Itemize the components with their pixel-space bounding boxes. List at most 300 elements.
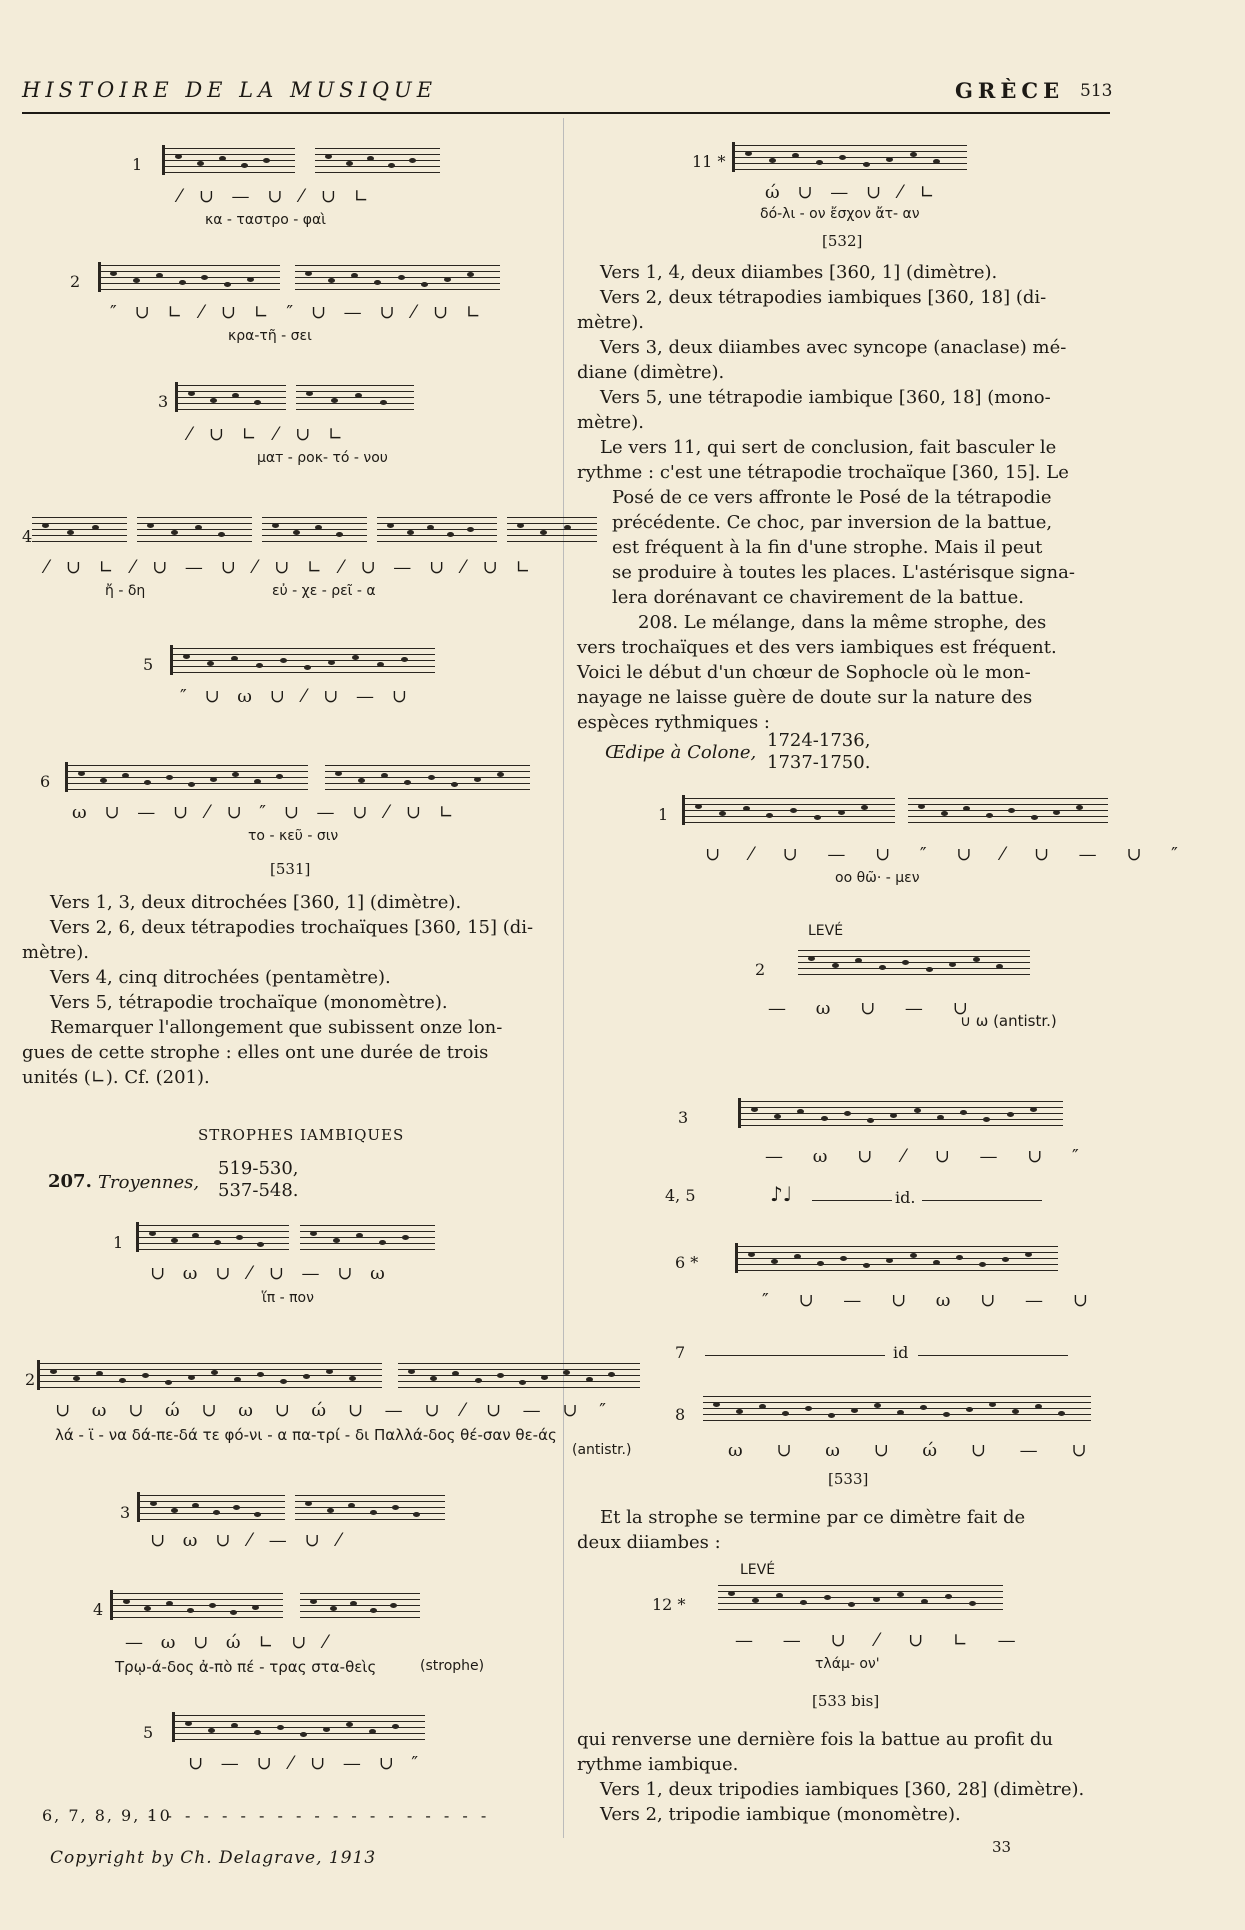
note-head [210,398,217,403]
note-head [380,400,387,405]
text-line: Vers 2, deux tétrapodies iambiques [360, 18] (di- [600,287,1047,308]
note-head [921,1599,928,1604]
greek-syllables: το - κεῦ - σιν [248,828,339,844]
text-line: unités (∟). Cf. (201). [22,1067,210,1088]
note-head [119,1378,126,1383]
text-line: vers trochaïques et des vers iambiques est fréquent. [577,637,1057,658]
line-number: 8 [675,1405,686,1424]
note-head [231,1723,238,1728]
note-head [276,774,283,779]
note-head [517,523,524,528]
note-head [713,1402,720,1407]
note-head [1002,1257,1009,1262]
note-head [208,1728,215,1733]
id-mark: id [893,1343,909,1362]
note-head [969,1601,976,1606]
note-head [110,271,117,276]
line-number: 4, 5 [665,1186,696,1205]
text-line: deux diiambes : [577,1532,721,1553]
note-head [1025,1252,1032,1257]
text-line: Voici le début d'un chœur de Sophocle où le mon- [577,662,1031,683]
music-staff [32,517,127,543]
note-head [195,525,202,530]
note-head [407,530,414,535]
example-label: [533 bis] [812,1692,880,1710]
text-line: lera dorénavant ce chavirement de la battue. [612,587,1024,608]
text-line: Vers 1, deux tripodies iambiques [360, 28] (dimètre). [600,1779,1085,1800]
line-number: 4 [22,527,33,546]
text-line: Posé de ce vers affronte le Posé de la tétrapodie [612,487,1052,508]
note-head [185,1721,192,1726]
note-head [92,525,99,530]
note-head [920,1405,927,1410]
note-head [808,956,815,961]
note-head [305,271,312,276]
note-head [945,1594,952,1599]
note-head [832,963,839,968]
leve-tag: LEVÉ [808,923,844,939]
note-head [349,1376,356,1381]
note-head [467,272,474,277]
note-head [695,804,702,809]
example-label: [533] [828,1470,869,1488]
note-head [183,654,190,659]
text-line: gues de cette strophe : elles ont une durée de trois [22,1042,489,1063]
note-head [387,523,394,528]
note-head [973,957,980,962]
meter-line: — ω ∪ — ∪ [768,998,980,1019]
line-range: 519-530, [218,1158,299,1179]
note-head [370,1510,377,1515]
meter-line: ⁄ ∪ ∟ ⁄ ∪ — ∪ ⁄ ∪ ∟ ⁄ ∪ — ∪ ⁄ ∪ ∟ [45,557,537,578]
note-head [989,1402,996,1407]
text-line: Vers 2, 6, deux tétrapodies trochaïques [360, 15] (di- [50,917,534,938]
note-head [910,1253,917,1258]
id-mark: id. [895,1188,916,1207]
note-head [326,1369,333,1374]
text-line: Vers 3, deux diiambes avec syncope (anaclase) mé- [600,337,1067,358]
note-head [336,532,343,537]
paragraph-number: 207. [48,1171,92,1192]
note-head [280,658,287,663]
text-line: Vers 5, une tétrapodie iambique [360, 18] (mono- [600,387,1051,408]
note-head [814,815,821,820]
text-line: diane (dimètre). [577,362,725,383]
note-head [211,1370,218,1375]
note-head [192,1503,199,1508]
note-head [392,1724,399,1729]
note-head [232,772,239,777]
note-head [805,1406,812,1411]
note-head [519,1380,526,1385]
line-number: 1 [113,1233,124,1252]
note-head [388,163,395,168]
meter-line: ∪ ⁄ ∪ — ∪ ″ ∪ ⁄ ∪ — ∪ ″ [705,844,1190,865]
lines-id-note: 6, 7, 8, 9, 10 [42,1806,172,1825]
meter-line: ⁄ ∪ ∟ ⁄ ∪ ∟ [188,424,349,445]
line-number: 5 [143,655,154,674]
greek-syllables: οο θῶ· - μεν [835,870,920,886]
note-head [745,151,752,156]
note-head [305,1501,312,1506]
note-head [402,1235,409,1240]
note-head [873,1597,880,1602]
note-head [254,779,261,784]
text-line: Vers 1, 3, deux ditrochées [360, 1] (dimètre). [50,892,462,913]
note-head [1008,808,1015,813]
note-head [1058,1411,1065,1416]
note-head [986,813,993,818]
note-head [144,780,151,785]
note-head [213,1510,220,1515]
line-range: 1724-1736, [767,730,871,751]
note-head [748,1252,755,1257]
note-head [874,1403,881,1408]
music-staff [296,385,414,411]
note-head [147,523,154,528]
music-staff [165,148,295,174]
note-head [209,1603,216,1608]
meter-line: ω ∪ ω ∪ ώ ∪ — ∪ [728,1440,1101,1461]
note-head [851,1408,858,1413]
note-head [166,1601,173,1606]
note-head [236,1235,243,1240]
note-head [1030,1107,1037,1112]
note-head [175,154,182,159]
note-head [828,1413,835,1418]
line-number: 11 * [692,152,726,171]
greek-syllables: Τρῳ-ά-δος ἀ-πὸ πέ - τρας στα-θεὶς [115,1658,377,1676]
note-head [897,1592,904,1597]
greek-syllables: κα - ταστρο - φαὶ [205,212,326,228]
note-head [346,161,353,166]
text-line: Vers 4, cinq ditrochées (pentamètre). [50,967,391,988]
note-head [966,1407,973,1412]
note-head [475,1378,482,1383]
signature-number: 33 [992,1838,1012,1856]
greek-syllables: κρα-τῆ - σει [228,328,312,344]
leve-tag: LEVÉ [740,1562,776,1578]
note-head [1007,1112,1014,1117]
music-staff [300,1225,435,1251]
note-head [914,1108,921,1113]
meter-line: — ω ∪ ώ ∟ ∪ ⁄ [125,1632,333,1653]
greek-syllables: λά - ϊ - να δά-πε-δά τε φό-νι - α πα-τρί - δι Παλλά-δος θέ-σαν θε-άς [55,1426,557,1444]
note-head [821,1116,828,1121]
note-head [331,398,338,403]
note-head [254,1730,261,1735]
note-head [759,1404,766,1409]
text-line: Et la strophe se termine par ce dimètre fait de [600,1507,1026,1528]
note-head [280,1379,287,1384]
note-head [149,1231,156,1236]
note-head [398,275,405,280]
note-head [330,1606,337,1611]
note-head [179,280,186,285]
note-head [355,393,362,398]
text-line: rythme : c'est une tétrapodie trochaïque [360, 15]. Le [577,462,1069,483]
dash-line: - - - - - - - - - - - - - - - - - - - [148,1806,491,1825]
line-number: 3 [158,392,169,411]
note-head [401,657,408,662]
note-head [42,523,49,528]
note-head [325,154,332,159]
note-head [428,775,435,780]
meter-line: ∪ ω ∪ ώ ∪ ω ∪ ώ ∪ — ∪ ⁄ ∪ — ∪ ″ [55,1400,614,1421]
text-line: Remarquer l'allongement que subissent onze lon- [50,1017,503,1038]
note-head [335,771,342,776]
text-line: espèces rythmiques : [577,712,770,733]
note-head [257,1372,264,1377]
music-staff [140,1495,285,1521]
variant-note: (antistr.) [572,1442,632,1458]
meter-line: ∪ — ∪ ⁄ ∪ — ∪ ″ [188,1753,425,1774]
note-head [844,1111,851,1116]
text-line: mètre). [22,942,89,963]
note-head [444,277,451,282]
note-head [300,1732,307,1737]
text-line: mètre). [577,412,644,433]
note-head [910,152,917,157]
music-staff [300,1593,420,1619]
note-head [408,1369,415,1374]
note-head [171,530,178,535]
note-head [736,1409,743,1414]
work-title: Troyennes, [98,1172,200,1193]
note-head [379,1240,386,1245]
line-number: 1 [658,805,669,824]
note-head [73,1376,80,1381]
note-head [728,1591,735,1596]
note-head [370,1608,377,1613]
text-line: précédente. Ce choc, par inversion de la battue, [612,512,1053,533]
dash-line [705,1343,885,1356]
note-head [142,1373,149,1378]
line-number: 2 [25,1370,36,1389]
note-head [197,161,204,166]
note-head [467,527,474,532]
column-divider [563,118,564,1838]
note-head [171,1508,178,1513]
note-head [210,777,217,782]
note-head [586,1377,593,1382]
note-head [409,158,416,163]
note-head [156,273,163,278]
text-line: rythme iambique. [577,1754,739,1775]
meter-line: — — ∪ ⁄ ∪ ∟ — [735,1630,1028,1651]
note-head [421,282,428,287]
meter-line: — ω ∪ ⁄ ∪ — ∪ ″ [765,1146,1091,1167]
note-head [150,1501,157,1506]
note-head [390,1603,397,1608]
meter-line: ώ ∪ — ∪ ⁄ ∟ [765,182,941,203]
note-head [50,1369,57,1374]
line-number: 7 [675,1343,686,1362]
note-head [241,163,248,168]
music-staff [139,1225,289,1251]
note-head [956,1255,963,1260]
note-head [133,278,140,283]
header-rule [22,112,1110,114]
note-head [315,525,322,530]
music-staff [741,1101,1063,1127]
work-title: Œdipe à Colone, [605,742,757,763]
running-head-right: GRÈCE [955,78,1065,103]
note-head [369,1729,376,1734]
note-head [188,1375,195,1380]
note-head [879,965,886,970]
line-number: 3 [120,1503,131,1522]
note-head [171,1238,178,1243]
note-head [256,663,263,668]
note-head [350,1601,357,1606]
greek-syllables: δό-λι - ον ἔσχον ἄτ- αν [760,206,920,222]
note-head [943,1412,950,1417]
text-line: se produire à toutes les places. L'astérisque signa- [612,562,1075,583]
note-head [232,393,239,398]
line-number: 2 [755,960,766,979]
note-head [78,771,85,776]
note-head [234,1377,241,1382]
note-head [933,1260,940,1265]
note-head [608,1372,615,1377]
meter-line: ″ ∪ — ∪ ω ∪ — ∪ [762,1290,1100,1311]
note-head [165,1380,172,1385]
note-head [277,1725,284,1730]
note-head [367,156,374,161]
note-head [67,530,74,535]
note-head [263,158,270,163]
note-glyph: ♪♩ [770,1182,793,1206]
music-staff [738,1246,1058,1272]
note-head [897,1410,904,1415]
note-head [272,523,279,528]
text-line: Vers 5, tétrapodie trochaïque (monomètre). [50,992,448,1013]
note-head [1076,805,1083,810]
music-staff [703,1396,1091,1422]
note-head [963,806,970,811]
text-line: est fréquent à la fin d'une strophe. Mais il peut [612,537,1043,558]
note-head [100,778,107,783]
meter-line: ″ ∪ ω ∪ ⁄ ∪ — ∪ [180,686,413,707]
greek-syllables: τλάμ- ον' [815,1656,880,1672]
section-title: STROPHES IAMBIQUES [198,1126,405,1144]
note-head [863,162,870,167]
note-head [306,391,313,396]
note-head [979,1262,986,1267]
note-head [743,806,750,811]
note-head [122,773,129,778]
page-number: 513 [1080,81,1113,101]
music-staff [137,517,252,543]
line-number: 6 * [675,1253,699,1272]
text-line: Vers 2, tripodie iambique (monomètre). [600,1804,961,1825]
note-head [96,1371,103,1376]
note-head [327,1508,334,1513]
note-head [937,1115,944,1120]
line-number: 6 [40,772,51,791]
note-head [816,160,823,165]
note-head [323,1727,330,1732]
music-staff [507,517,597,543]
variant-note: ∪ ω (antistr.) [960,1012,1057,1030]
greek-syllables: ἵπ - πον [262,1290,314,1306]
variant-note: (strophe) [420,1658,485,1674]
example-label: [531] [270,860,311,878]
meter-line: ⁄ ∪ — ∪ ⁄ ∪ ∟ [178,186,375,207]
note-head [782,1411,789,1416]
line-number: 2 [70,272,81,291]
note-head [451,782,458,787]
note-head [941,811,948,816]
dash-line [918,1343,1068,1356]
note-head [1053,810,1060,815]
note-head [123,1599,130,1604]
note-head [769,158,776,163]
note-head [304,665,311,670]
dash-line [812,1188,892,1201]
note-head [838,810,845,815]
note-head [188,782,195,787]
meter-line: ∪ ω ∪ ⁄ — ∪ ⁄ [150,1530,347,1551]
note-head [219,156,226,161]
note-head [188,391,195,396]
line-number: 5 [143,1723,154,1742]
note-head [1031,815,1038,820]
note-head [427,525,434,530]
note-head [564,525,571,530]
note-head [377,662,384,667]
music-staff [178,385,286,411]
text-line: nayage ne laisse guère de doute sur la nature des [577,687,1033,708]
note-head [214,1240,221,1245]
text-line: mètre). [577,312,644,333]
text-line: Le vers 11, qui sert de conclusion, fait basculer le [600,437,1057,458]
running-head-left: HISTOIRE DE LA MUSIQUE [22,78,438,102]
meter-line: ∪ ω ∪ ⁄ ∪ — ∪ ω [150,1263,391,1284]
dash-line [922,1188,1042,1201]
music-staff [315,148,440,174]
note-head [1012,1409,1019,1414]
note-head [1035,1404,1042,1409]
example-label: [532] [822,232,863,250]
line-number: 1 [132,155,143,174]
line-number: 3 [678,1108,689,1127]
music-staff [262,517,367,543]
note-head [252,1605,259,1610]
greek-syllables: μαт - ροκ- τό - νου [257,450,388,466]
note-head [310,1599,317,1604]
copyright-footer: Copyright by Ch. Delagrave, 1913 [50,1848,377,1868]
greek-syllables: εὐ - χε - ρεῖ - α [272,583,376,599]
note-head [392,1505,399,1510]
note-head [310,1231,317,1236]
note-head [303,1374,310,1379]
music-staff [377,517,497,543]
note-head [719,811,726,816]
note-head [333,1238,340,1243]
note-head [918,804,925,809]
note-head [497,1373,504,1378]
greek-syllables: ἤ - δη [105,583,146,599]
note-head [254,400,261,405]
note-head [346,1722,353,1727]
text-line: qui renverse une dernière fois la battue au profit du [577,1729,1053,1750]
note-head [926,967,933,972]
text-line: 208. Le mélange, dans la même strophe, des [638,612,1047,633]
note-head [447,532,454,537]
line-range: 1737-1750. [767,752,871,773]
